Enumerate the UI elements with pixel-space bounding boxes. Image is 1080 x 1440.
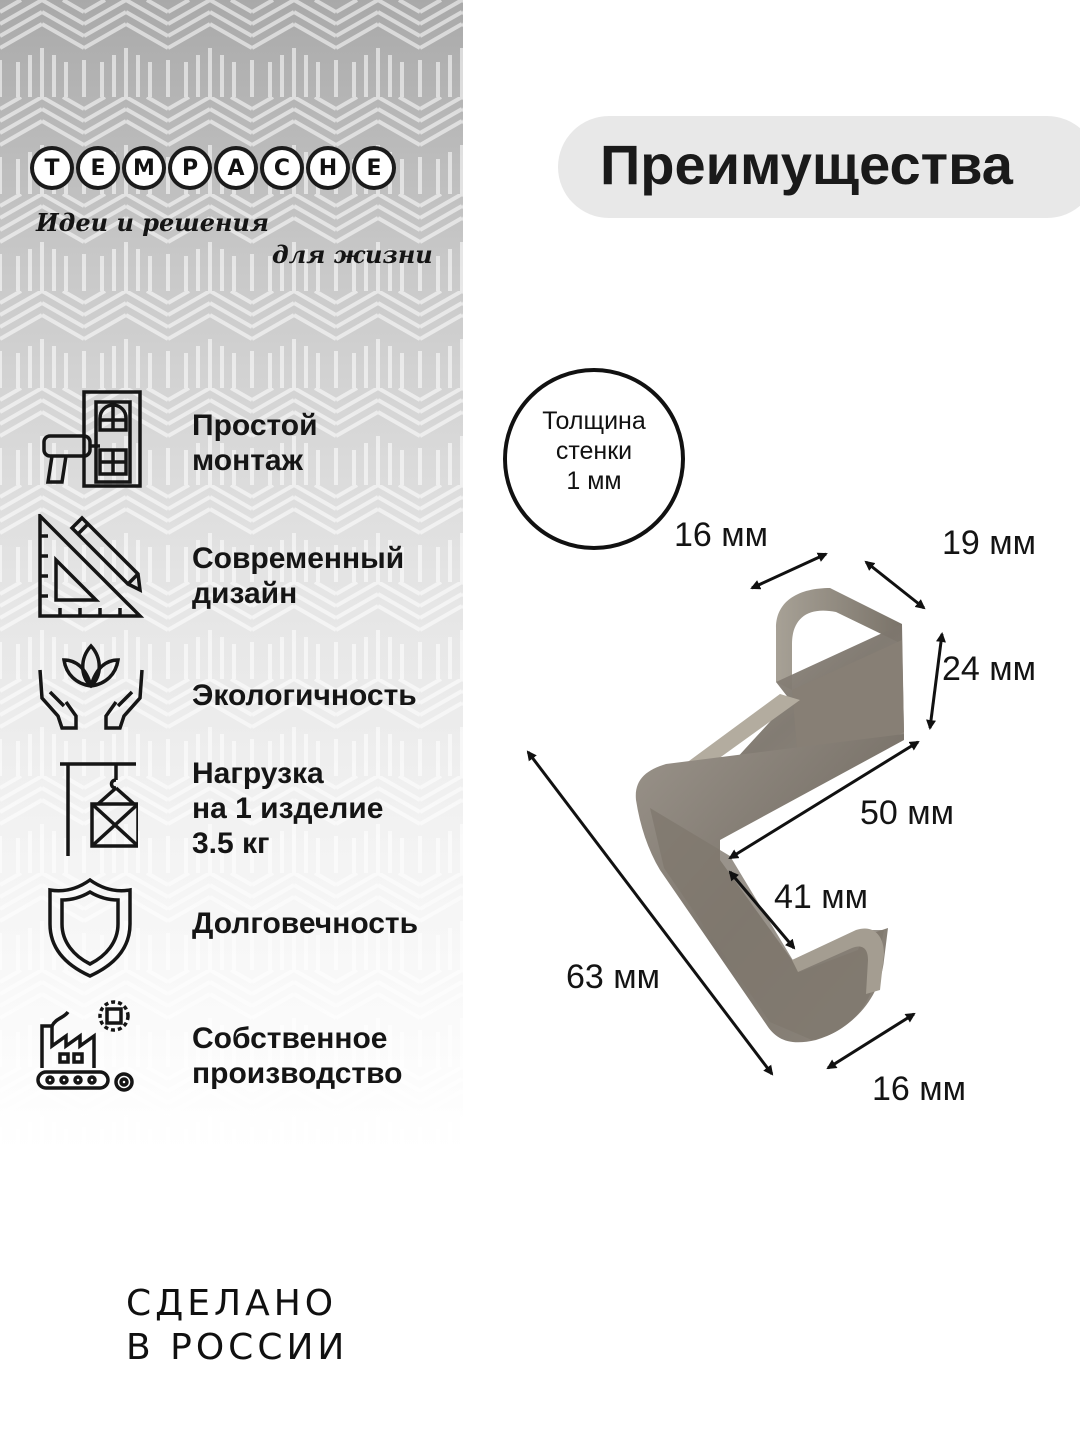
dim-total-height: 63 мм: [566, 958, 661, 996]
wall-thickness-label: Толщина стенки 1 мм: [542, 407, 646, 495]
brand-tagline-line2: для жизни: [272, 240, 433, 269]
feature-label: Современный дизайн: [192, 542, 405, 610]
brand-tagline-line1: Идеи и решения: [36, 208, 270, 237]
dim-top-height: 24 мм: [942, 650, 1037, 688]
ruler-pencil-icon: [38, 514, 146, 618]
dim-top-width: 16 мм: [674, 516, 769, 554]
logo-letter: [260, 146, 304, 190]
logo-letter-text: М: [126, 150, 162, 186]
dim-top-depth: 19 мм: [942, 524, 1037, 562]
logo-letter-text: А: [218, 150, 254, 186]
shield-icon: [48, 878, 132, 978]
feature-label: Долговечность: [192, 907, 419, 940]
advantages-title: Преимущества: [600, 133, 1013, 196]
logo-letter: [168, 146, 212, 190]
logo-letter-text: Е: [356, 150, 392, 186]
logo-letter-text: Р: [172, 150, 208, 186]
factory-icon: [36, 998, 142, 1096]
logo-letter: [352, 146, 396, 190]
hands-lotus-icon: [36, 636, 146, 736]
dim-arrow-top-width: [752, 554, 826, 588]
drill-door-icon: [38, 390, 148, 490]
dim-arrow-top-depth: [866, 562, 924, 608]
logo-letter-text: С: [264, 150, 300, 186]
feature-label: Экологичность: [192, 679, 417, 712]
dim-bottom-width: 16 мм: [872, 1070, 967, 1108]
dim-arrow-top-height: [930, 634, 942, 728]
hanging-box-icon: [58, 760, 138, 858]
feature-label: Собственное производство: [192, 1022, 403, 1090]
dim-inner: 41 мм: [774, 878, 869, 916]
brand-logo: [30, 146, 396, 190]
dim-span: 50 мм: [860, 794, 955, 832]
hook-product-image: [480, 520, 1080, 1120]
logo-letter: [122, 146, 166, 190]
logo-letter-text: Н: [310, 150, 346, 186]
left-info-panel: [0, 0, 463, 1440]
logo-letter-text: Т: [34, 150, 70, 186]
made-in-russia-label: СДЕЛАНО В РОССИИ: [126, 1283, 349, 1368]
logo-letter: [306, 146, 350, 190]
logo-letter: [30, 146, 74, 190]
feature-label: Простой монтаж: [192, 409, 318, 477]
logo-letter-text: Е: [80, 150, 116, 186]
feature-label: Нагрузка на 1 изделие 3.5 кг: [192, 757, 384, 860]
logo-letter: [214, 146, 258, 190]
logo-letter: [76, 146, 120, 190]
